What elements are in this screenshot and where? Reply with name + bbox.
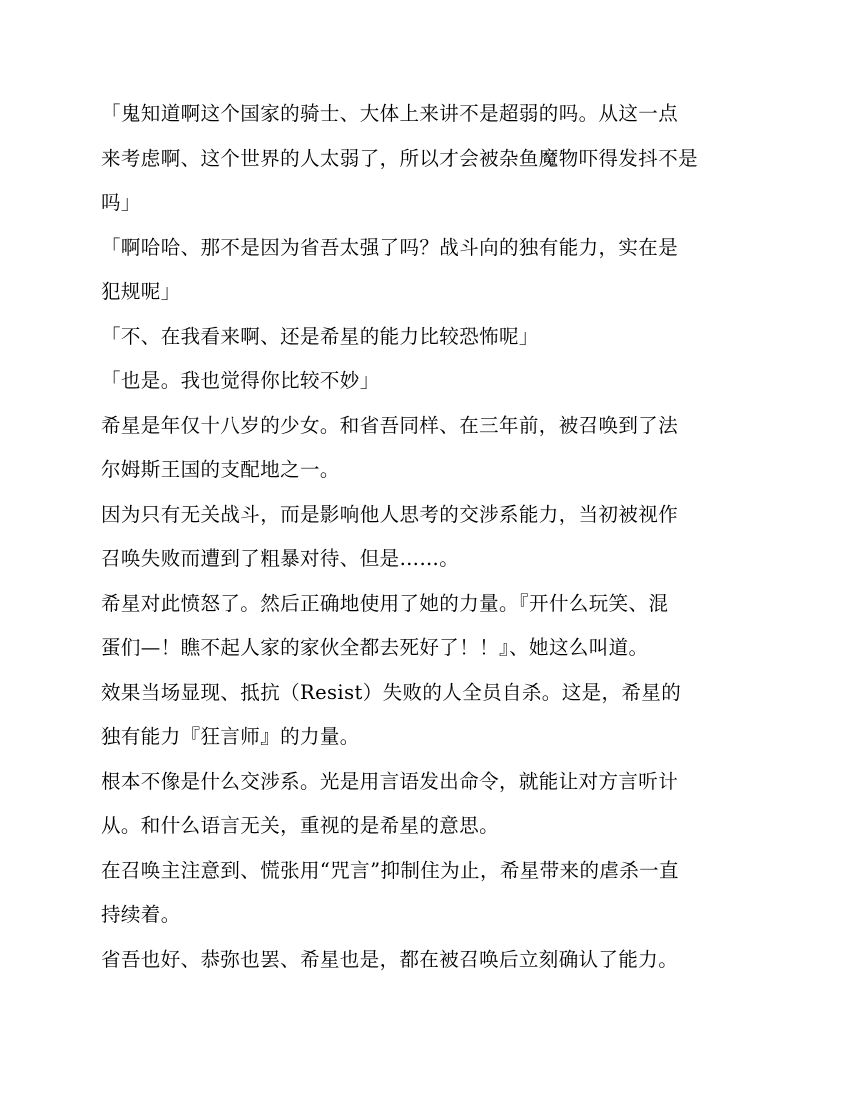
paragraph (101, 493, 741, 582)
text-line: 来考虑啊、这个世界的人太弱了，所以才会被杂鱼魔物吓得发抖不是 (101, 146, 699, 170)
paragraph (101, 582, 741, 671)
text-line: 省吾也好、恭弥也罢、希星也是，都在被召唤后立刻确认了能力。 (101, 947, 679, 971)
paragraph (101, 92, 741, 226)
text-line: 「不、在我看来啊、还是希星的能力比较恐怖呢」 (101, 324, 539, 348)
paragraph (101, 671, 741, 760)
text-line: 希星对此愤怒了。然后正确地使用了她的力量。『开什么玩笑、混 (101, 591, 669, 615)
text-line: 根本不像是什么交涉系。光是用言语发出命令，就能让对方言听计 (101, 769, 679, 793)
text-line: 召唤失败而遭到了粗暴对待、但是……。 (101, 547, 460, 570)
text-line: 吗」 (101, 191, 141, 214)
text-line: 「啊哈哈、那不是因为省吾太强了吗？战斗向的独有能力，实在是 (101, 235, 679, 259)
text-line: 从。和什么语言无关，重视的是希星的意思。 (101, 814, 500, 837)
text-line: 独有能力『狂言师』的力量。 (101, 725, 360, 748)
text-line: 犯规呢」 (101, 280, 181, 303)
text-line: 因为只有无关战斗，而是影响他人思考的交涉系能力，当初被视作 (101, 502, 679, 526)
paragraph (101, 226, 741, 315)
document-body (101, 92, 741, 982)
paragraph (101, 359, 741, 404)
text-line: 持续着。 (101, 903, 181, 926)
paragraph (101, 404, 741, 493)
paragraph (101, 315, 741, 360)
paragraph (101, 849, 741, 938)
paragraph (101, 938, 741, 983)
text-line: 「鬼知道啊这个国家的骑士、大体上来讲不是超弱的吗。从这一点 (101, 102, 679, 125)
text-line: 在召唤主注意到、慌张用“咒言”抑制住为止，希星带来的虐杀一直 (101, 858, 679, 882)
text-line: 效果当场显现、抵抗（Resist）失败的人全员自杀。这是，希星的 (101, 680, 682, 704)
text-line: 希星是年仅十八岁的少女。和省吾同样、在三年前，被召唤到了法 (101, 413, 679, 437)
text-line: 蛋们—！瞧不起人家的家伙全都去死好了！！』、她这么叫道。 (101, 636, 649, 659)
text-line: 「也是。我也觉得你比较不妙」 (101, 369, 380, 392)
paragraph (101, 760, 741, 849)
text-line: 尔姆斯王国的支配地之一。 (101, 458, 340, 481)
